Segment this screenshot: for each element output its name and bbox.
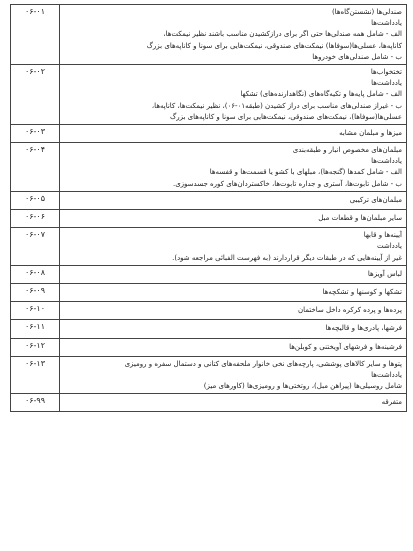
note-line: کاناپه‌ها، عسلی‌ها(سوفاها) نیمکت‌های صندوقی، نیمکت‌هایی برای سونا و کاناپه‌های بزرگ bbox=[146, 41, 402, 50]
row-title: تختخواب‌ها bbox=[370, 67, 402, 76]
row-description bbox=[60, 394, 407, 412]
class-code: ۰۶-۱۳ bbox=[11, 356, 60, 394]
note-line: ب - شامل تابوت‌ها، آستری و جداره تابوت‌ها، خاکستردان‌های کوره جسدسوزی. bbox=[172, 179, 402, 188]
class-code: ۰۶-۰۸ bbox=[11, 265, 60, 283]
table-row bbox=[11, 394, 407, 412]
row-title: فرشها، پادری‌ها و قالیچه‌ها bbox=[325, 324, 402, 333]
table-row bbox=[11, 302, 407, 320]
row-description bbox=[60, 191, 407, 209]
row-title: لباس آویزها bbox=[367, 269, 402, 278]
class-code: ۰۶-۹۹ bbox=[11, 394, 60, 412]
row-title: پرده‌ها و پرده کرکره داخل ساختمان bbox=[297, 306, 402, 315]
classification-table bbox=[10, 4, 407, 412]
row-title: سایر مبلمان‌ها و قطعات مبل bbox=[318, 214, 402, 222]
row-description bbox=[60, 302, 407, 320]
row-description bbox=[60, 210, 407, 228]
class-code: ۰۶-۰۲ bbox=[11, 64, 60, 124]
row-description bbox=[60, 124, 407, 142]
row-title: مبلمان‌های ترکیبی bbox=[349, 195, 402, 204]
row-title: آیینه‌ها و قابها bbox=[363, 231, 402, 240]
class-code: ۰۶-۰۵ bbox=[11, 191, 60, 209]
row-description bbox=[60, 265, 407, 283]
note-line: الف - شامل کمدها (گنجه‌ها)، مبلهای با کشو یا قسمت‌ها و قفسه‌ها bbox=[209, 168, 402, 177]
row-description bbox=[60, 338, 407, 356]
row-description bbox=[60, 228, 407, 266]
note-line: الف - شامل همه صندلی‌ها حتی اگر برای درازکشیدن مناسب باشند نظیر نیمکت‌ها، bbox=[163, 30, 402, 39]
row-description bbox=[60, 64, 407, 124]
row-title: مبلمان‌های مخصوص انبار و طبقه‌بندی bbox=[292, 146, 402, 155]
class-code: ۰۶-۱۱ bbox=[11, 320, 60, 338]
notes-heading: یادداشت‌ها bbox=[371, 79, 402, 88]
table-row bbox=[11, 64, 407, 124]
table-row bbox=[11, 265, 407, 283]
notes-heading: یادداشت‌ها bbox=[371, 370, 402, 379]
class-code: ۰۶-۰۹ bbox=[11, 283, 60, 301]
class-code: ۰۶-۰۶ bbox=[11, 210, 60, 228]
note-line: الف - شامل پایه‌ها و تکیه‌گاه‌های (نگاهدارنده‌های) تشکها bbox=[240, 90, 402, 99]
note-line: شامل روسیلی‌ها (پیراهن مبل)، روتختی‌ها و رومیزی‌ها (کاورهای میز) bbox=[203, 382, 402, 391]
table-row bbox=[11, 124, 407, 142]
row-title: فرشینه‌ها و فرشهای آویختنی و کوبلن‌ها bbox=[289, 342, 402, 351]
class-code: ۰۶-۰۳ bbox=[11, 124, 60, 142]
notes-heading: یادداشت‌ها bbox=[371, 19, 402, 28]
class-code: ۰۶-۰۴ bbox=[11, 143, 60, 192]
row-description bbox=[60, 143, 407, 192]
table-row bbox=[11, 356, 407, 394]
table-row bbox=[11, 191, 407, 209]
table-row bbox=[11, 338, 407, 356]
table-row bbox=[11, 228, 407, 266]
class-code: ۰۶-۰۷ bbox=[11, 228, 60, 266]
row-description bbox=[60, 283, 407, 301]
row-title: صندلی‌ها (نشستن‌گاه‌ها) bbox=[331, 8, 402, 16]
class-code: ۰۶-۱۰ bbox=[11, 302, 60, 320]
row-description bbox=[60, 320, 407, 338]
notes-heading: یادداشت‌ها bbox=[371, 157, 402, 166]
row-title: تشکها و کوسنها و تشکچه‌ها bbox=[322, 287, 402, 296]
table-row bbox=[11, 283, 407, 301]
note-line: غیر از آیینه‌هایی که در طبقات دیگر قراردارند (به فهرست الفبائی مراجعه شود). bbox=[172, 253, 402, 262]
note-line: عسلی‌ها(سوفاها)، نیمکت‌های صندوقی، نیمکت‌هایی برای سونا و کاناپه‌های بزرگ bbox=[169, 112, 402, 121]
row-title: میزها و مبلمان مشابه bbox=[339, 128, 402, 137]
class-code: ۰۶-۱۲ bbox=[11, 338, 60, 356]
row-title: پتوها و سایر کالاهای پوششی، پارچه‌های نخی خانوار ملحفه‌های کتانی و دستمال سفره و رومیزی bbox=[124, 359, 402, 368]
note-line: ب - شامل صندلی‌های خودروها bbox=[312, 52, 402, 61]
row-description bbox=[60, 356, 407, 394]
note-line: ب - غیراز صندلی‌های مناسب برای دراز کشیدن (طبقه۰۱-۰۶)، نظیر نیمکت‌ها، کاناپه‌ها، bbox=[151, 101, 402, 110]
table-row bbox=[11, 5, 407, 65]
notes-heading: یادداشت bbox=[377, 242, 402, 251]
table-row bbox=[11, 210, 407, 228]
table-row bbox=[11, 320, 407, 338]
table-row bbox=[11, 143, 407, 192]
class-code: ۰۶-۰۱ bbox=[11, 5, 60, 65]
row-description bbox=[60, 5, 407, 65]
row-title: متفرقه bbox=[381, 398, 402, 407]
